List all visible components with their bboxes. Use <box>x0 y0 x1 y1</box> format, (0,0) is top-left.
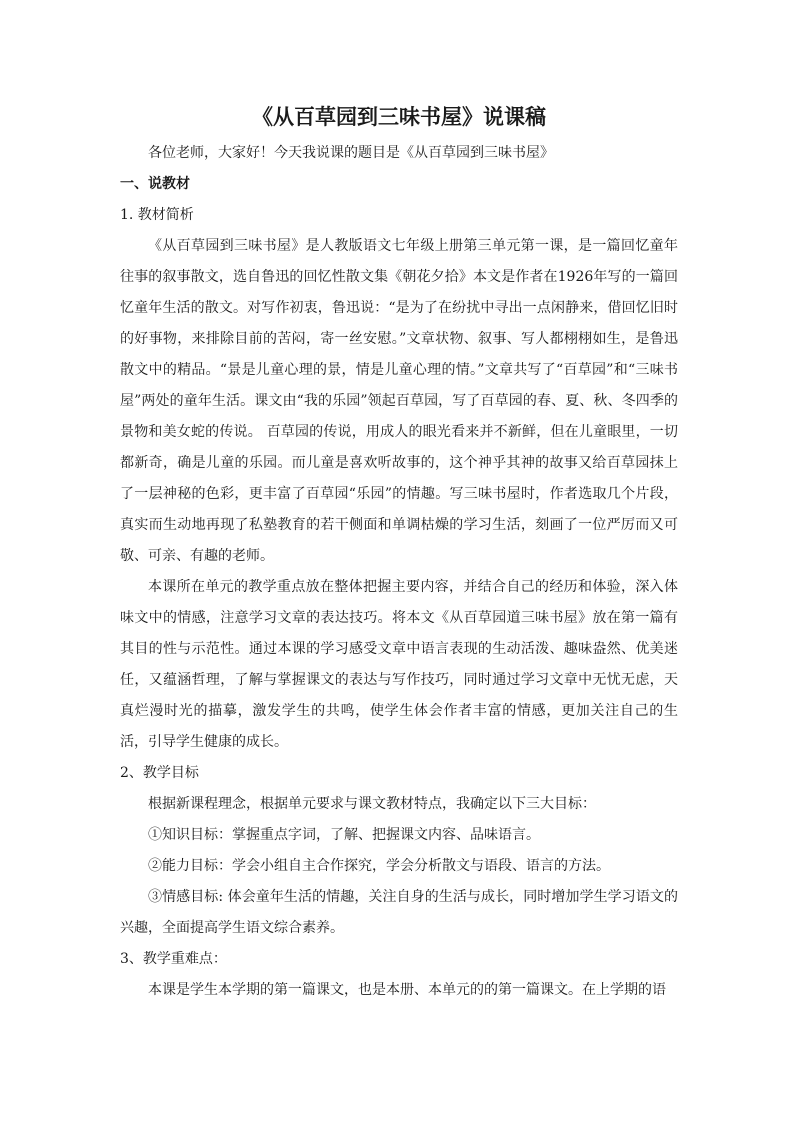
paragraph-material-analysis: 《从百草园到三味书屋》是人教版语文七年级上册第三单元第一课，是一篇回忆童年往事的叙事散文，选自鲁迅的回忆性散文集《朝花夕拾》本文是作者在1926年写的一篇回忆童年生活的散文。对写作初衷，鲁迅说：“是为了在纷扰中寻出一点闲静来，借回忆旧时的好事物，来排除目前的苦闷，寄一丝安慰。”文章状物、叙事、写人都栩栩如生，是鲁迅散文中的精品。“景是儿童心理的景，情是儿童心理的情。”文章共写了“百草园”和“三味书屋”两处的童年生活。课文由“我的乐园”领起百草园，写了百草园的春、夏、秋、冬四季的景物和美女蛇的传说。 百草园的传说，用成人的眼光看来并不新鲜，但在儿童眼里，一切都新奇，确是儿童的乐园。而儿童是喜欢听故事的，这个神乎其神的故事又给百草园抹上了一层神秘的色彩，更丰富了百草园“乐园”的情趣。写三味书屋时，作者选取几个片段，真实而生动地再现了私塾教育的若干侧面和单调枯燥的学习生活，刻画了一位严厉而又可敬、可亲、有趣的老师。 <box>120 238 678 564</box>
document-body <box>120 102 678 1006</box>
subheading-key-difficulties: 3、教学重难点： <box>120 951 227 967</box>
subheading-material-analysis: 1. 教材简析 <box>120 207 194 223</box>
section-heading-teaching-material: 一、说教材 <box>120 176 190 192</box>
subheading-teaching-goals: 2、教学目标 <box>120 765 199 781</box>
paragraph-key-difficulties: 本课是学生本学期的第一篇课文，也是本册、本单元的的第一篇课文。在上学期的语 <box>148 982 666 998</box>
goal-emotion: ③情感目标: 体会童年生活的情趣，关注自身的生活与成长，同时增加学生学习语文的兴趣，全面提高学生语文综合素养。 <box>120 889 678 936</box>
goals-intro: 根据新课程理念，根据单元要求与课文教材特点，我确定以下三大目标： <box>148 796 596 812</box>
goal-ability: ②能力目标：学会小组自主合作探究，学会分析散文与语段、语言的方法。 <box>148 858 610 874</box>
greeting-paragraph: 各位老师，大家好！今天我说课的题目是《从百草园到三味书屋》 <box>148 145 554 161</box>
goal-knowledge: ①知识目标：掌握重点字词，了解、把握课文内容、品味语言。 <box>148 827 540 843</box>
paragraph-unit-focus: 本课所在单元的教学重点放在整体把握主要内容，并结合自己的经历和体验，深入体味文中的情感，注意学习文章的表达技巧。将本文《从百草园道三味书屋》放在第一篇有其目的性与示范性。通过本课的学习感受文章中语言表现的生动活泼、趣味盎然、优美迷任，又蕴涵哲理，了解与掌握课文的表达与写作技巧，同时通过学习文章中无忧无虑，天真烂漫时光的描摹，激发学生的共鸣，使学生体会作者丰富的情感，更加关注自己的生活，引导学生健康的成长。 <box>120 579 678 750</box>
document-title: 《从百草园到三味书屋》说课稿 <box>252 104 546 129</box>
